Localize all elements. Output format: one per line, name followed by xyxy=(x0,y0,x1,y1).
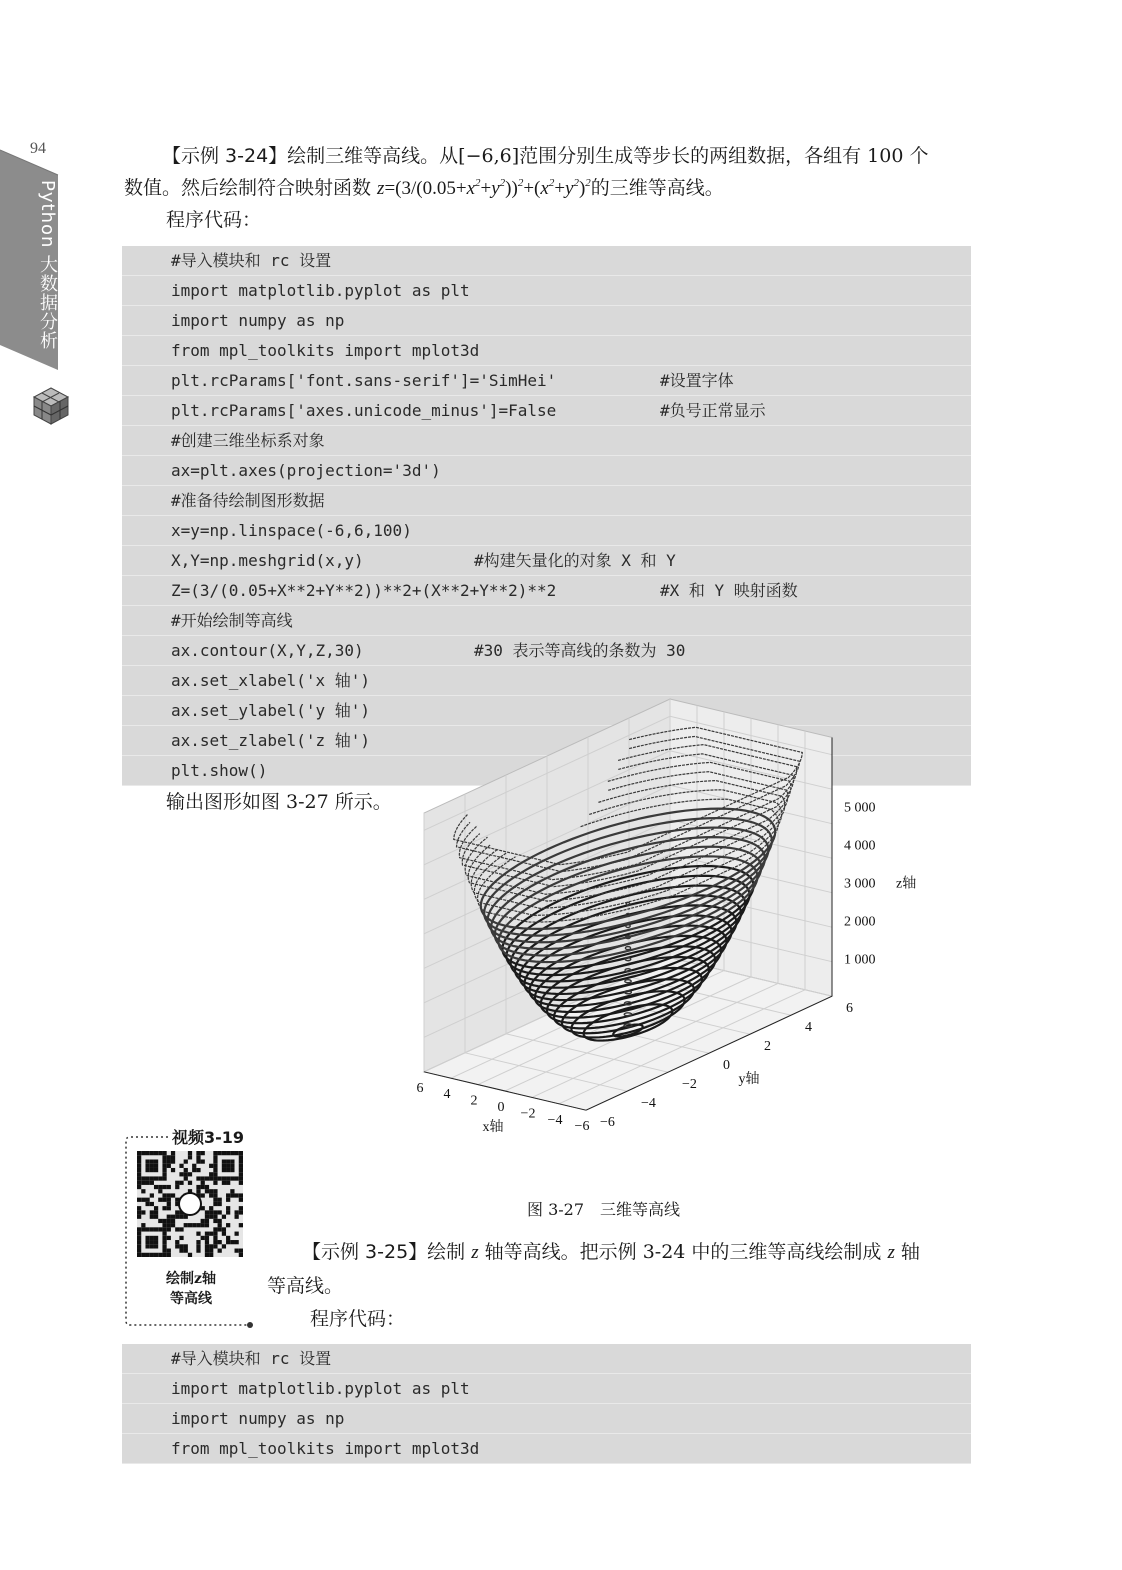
code-text: #准备待绘制图形数据 xyxy=(171,491,325,510)
example-text: 的三维等高线。 xyxy=(590,177,724,199)
side-tab-label: Python 大数据分析 xyxy=(37,180,58,351)
video-title: 视频3-19 xyxy=(172,1128,245,1147)
code-line xyxy=(122,486,971,516)
code-text: #开始绘制等高线 xyxy=(171,611,293,630)
figure-caption: 图 3-27 三维等高线 xyxy=(527,1200,681,1219)
code-comment: #负号正常显示 xyxy=(660,401,766,420)
code-comment: #X 和 Y 映射函数 xyxy=(660,581,798,600)
code-comment: #设置字体 xyxy=(660,371,734,390)
code-text: Z=(3/(0.05+X**2+Y**2))**2+(X**2+Y**2)**2 xyxy=(171,581,557,600)
y-tick-label: 2 xyxy=(764,1039,771,1055)
code-text: plt.rcParams['axes.unicode_minus']=False xyxy=(171,401,557,420)
z-axis-label: z轴 xyxy=(896,876,917,892)
example-text: 轴 xyxy=(894,1241,920,1263)
page-number: 94 xyxy=(30,140,46,157)
x-tick-label: 2 xyxy=(470,1093,478,1109)
x-tick-label: −2 xyxy=(520,1106,536,1122)
cube-icon xyxy=(30,384,72,426)
y-tick-label: −4 xyxy=(641,1096,656,1112)
code-text: import numpy as np xyxy=(171,311,345,330)
code-line xyxy=(122,246,971,276)
code-line xyxy=(122,546,971,576)
code-line xyxy=(122,1434,971,1464)
video-label-line: 等高线 xyxy=(170,1291,212,1307)
code-block xyxy=(122,1344,971,1464)
example-3-25-line-1 xyxy=(302,1236,920,1269)
code-line xyxy=(122,726,971,756)
code-text: X,Y=np.meshgrid(x,y) xyxy=(171,551,364,570)
code-line xyxy=(122,1344,971,1374)
z-tick-label: 5 000 xyxy=(844,800,876,816)
example-3-24-line-1 xyxy=(162,140,928,172)
video-label-line: 绘制z轴 xyxy=(166,1271,216,1287)
code-line xyxy=(122,576,971,606)
y-tick-label: 0 xyxy=(723,1058,730,1074)
code-line xyxy=(122,426,971,456)
x-tick-label: 4 xyxy=(443,1087,451,1103)
code-line xyxy=(122,366,971,396)
contour-3d-figure xyxy=(380,800,917,1182)
code-line xyxy=(122,1374,971,1404)
example-3-25-line-2: 等高线。 xyxy=(267,1275,344,1297)
y-tick-label: −6 xyxy=(600,1115,615,1131)
code-line xyxy=(122,276,971,306)
code-text: from mpl_toolkits import mplot3d xyxy=(171,341,480,360)
code-line xyxy=(122,1404,971,1434)
code-line xyxy=(122,306,971,336)
example-label: 【示例 3-24】 xyxy=(162,145,288,167)
example-text: 绘制 xyxy=(427,1241,472,1263)
video-label xyxy=(149,1269,233,1309)
video-box xyxy=(124,1125,260,1325)
code-line xyxy=(122,696,971,726)
example-3-24-line-2 xyxy=(124,172,724,205)
code-text: import numpy as np xyxy=(171,1409,345,1428)
x-tick-label: 0 xyxy=(497,1100,505,1115)
y-tick-label: 6 xyxy=(846,1001,853,1017)
code-text: import matplotlib.pyplot as plt xyxy=(171,281,470,300)
y-tick-label: 4 xyxy=(805,1020,812,1036)
code-text: ax.set_ylabel('y 轴') xyxy=(171,701,371,720)
code-text: ax.set_zlabel('z 轴') xyxy=(171,731,371,750)
z-tick-label: 2 000 xyxy=(844,914,876,930)
example-text: 绘制三维等高线。从[−6,6]范围分别生成等步长的两组数据，各组有 100 个 xyxy=(287,145,929,167)
math-z: z xyxy=(471,1242,479,1263)
code-text: #导入模块和 rc 设置 xyxy=(171,251,332,270)
code-text: plt.rcParams['font.sans-serif']='SimHei' xyxy=(171,371,557,390)
example-label: 【示例 3-25】 xyxy=(302,1241,428,1263)
y-axis-label: y轴 xyxy=(738,1072,760,1088)
code-line xyxy=(122,636,971,666)
code-text: from mpl_toolkits import mplot3d xyxy=(171,1439,480,1458)
x-tick-label: −4 xyxy=(547,1112,563,1128)
code-block xyxy=(122,246,971,786)
code-line xyxy=(122,456,971,486)
z-tick-label: 4 000 xyxy=(844,838,876,854)
code-text: import matplotlib.pyplot as plt xyxy=(171,1379,470,1398)
code-line xyxy=(122,396,971,426)
x-tick-label: −6 xyxy=(574,1119,590,1135)
code-text: #创建三维坐标系对象 xyxy=(171,431,325,450)
qr-code[interactable] xyxy=(137,1151,243,1257)
output-text: 输出图形如图 3-27 所示。 xyxy=(166,791,392,813)
code-text: x=y=np.linspace(-6,6,100) xyxy=(171,521,412,540)
code-intro: 程序代码： xyxy=(310,1308,406,1330)
x-tick-label: 6 xyxy=(416,1080,424,1096)
code-text: ax.set_xlabel('x 轴') xyxy=(171,671,371,690)
code-text: plt.show() xyxy=(171,761,268,780)
code-line xyxy=(122,336,971,366)
code-line xyxy=(122,516,971,546)
code-text: ax=plt.axes(projection='3d') xyxy=(171,461,441,480)
math-z: z xyxy=(887,1242,895,1263)
code-line xyxy=(122,666,971,696)
code-comment: #30 表示等高线的条数为 30 xyxy=(474,641,686,660)
z-tick-label: 1 000 xyxy=(844,952,876,968)
code-comment: #构建矢量化的对象 X 和 Y xyxy=(474,551,676,570)
y-tick-label: −2 xyxy=(682,1077,697,1093)
example-text: 轴等高线。把示例 3-24 中的三维等高线绘制成 xyxy=(478,1241,888,1263)
code-text: ax.contour(X,Y,Z,30) xyxy=(171,641,364,660)
formula: $z=(3/(0.05+x^2+y^2))^2+(x^2+y^2)^2$ xyxy=(377,177,591,199)
code-line xyxy=(122,606,971,636)
example-text: 数值。然后绘制符合映射函数 xyxy=(124,177,378,199)
z-tick-label: 3 000 xyxy=(844,876,876,892)
code-intro: 程序代码： xyxy=(166,209,262,231)
x-axis-label: x轴 xyxy=(482,1120,504,1135)
code-text: #导入模块和 rc 设置 xyxy=(171,1349,332,1368)
